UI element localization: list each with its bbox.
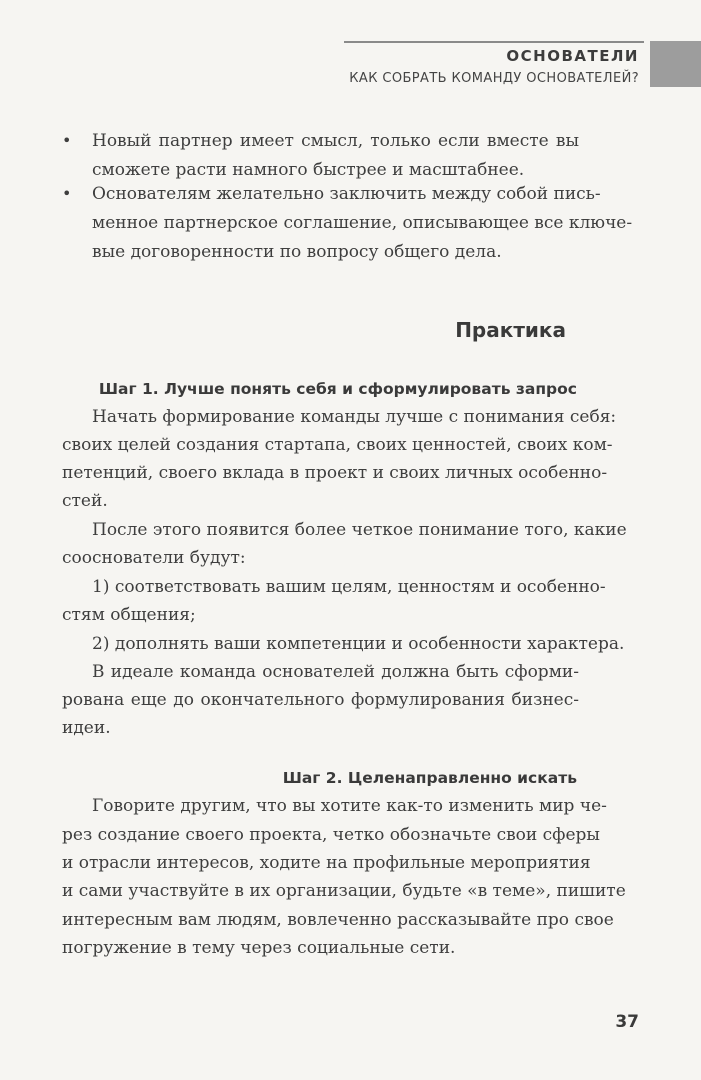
paragraph-line: После этого появится более четкое понимание того, какие <box>92 520 627 540</box>
section-title: Практика <box>455 318 566 342</box>
step-2-title: Шаг 2. Целенаправленно искать <box>282 769 577 787</box>
bullet-text-line: сможете расти намного быстрее и масштабнее. <box>92 160 525 180</box>
bullet-text-line: Новый партнер имеет смысл, только если вместе вы <box>92 131 579 151</box>
bullet-text-line: менное партнерское соглашение, описывающее все ключе- <box>92 213 633 233</box>
paragraph-line: погружение в тему через социальные сети. <box>62 938 456 958</box>
paragraph-line: и сами участвуйте в их организации, будьте «в теме», пишите <box>62 881 626 901</box>
bullet-marker: • <box>62 184 72 203</box>
paragraph-line: и отрасли интересов, ходите на профильные мероприятия <box>62 853 591 873</box>
paragraph-line: В идеале команда основателей должна быть сформи- <box>92 662 579 682</box>
paragraph-line: петенций, своего вклада в проект и своих личных особенно- <box>62 463 608 483</box>
running-header-subtitle: КАК СОБРАТЬ КОМАНДУ ОСНОВАТЕЛЕЙ? <box>349 71 639 86</box>
paragraph-line: Начать формирование команды лучше с понимания себя: <box>92 407 617 427</box>
list-item-line: 2) дополнять ваши компетенции и особенности характера. <box>92 634 625 654</box>
paragraph-line: интересным вам людям, вовлеченно рассказывайте про свое <box>62 910 614 930</box>
step-1-title: Шаг 1. Лучше понять себя и сформулировать запрос <box>98 380 577 398</box>
paragraph-line: рез создание своего проекта, четко обозначьте свои сферы <box>62 825 600 845</box>
page-number: 37 <box>615 1012 639 1032</box>
paragraph-line: своих целей создания стартапа, своих ценностей, своих ком- <box>62 435 613 455</box>
paragraph-line: Говорите другим, что вы хотите как-то изменить мир че- <box>92 796 607 816</box>
paragraph-line: сооснователи будут: <box>62 548 246 568</box>
bullet-text-line: вые договоренности по вопросу общего дела. <box>92 242 502 262</box>
paragraph-line: идеи. <box>62 718 111 738</box>
bullet-marker: • <box>62 131 72 150</box>
paragraph-line: стей. <box>62 491 108 511</box>
list-item-line: стям общения; <box>62 605 196 625</box>
paragraph-line: рована еще до окончательного формулирования бизнес- <box>62 690 579 710</box>
running-header-title: ОСНОВАТЕЛИ <box>506 47 639 65</box>
list-item-line: 1) соответствовать вашим целям, ценностям и особенно- <box>92 577 606 597</box>
bullet-text-line: Основателям желательно заключить между собой пись- <box>92 184 601 204</box>
